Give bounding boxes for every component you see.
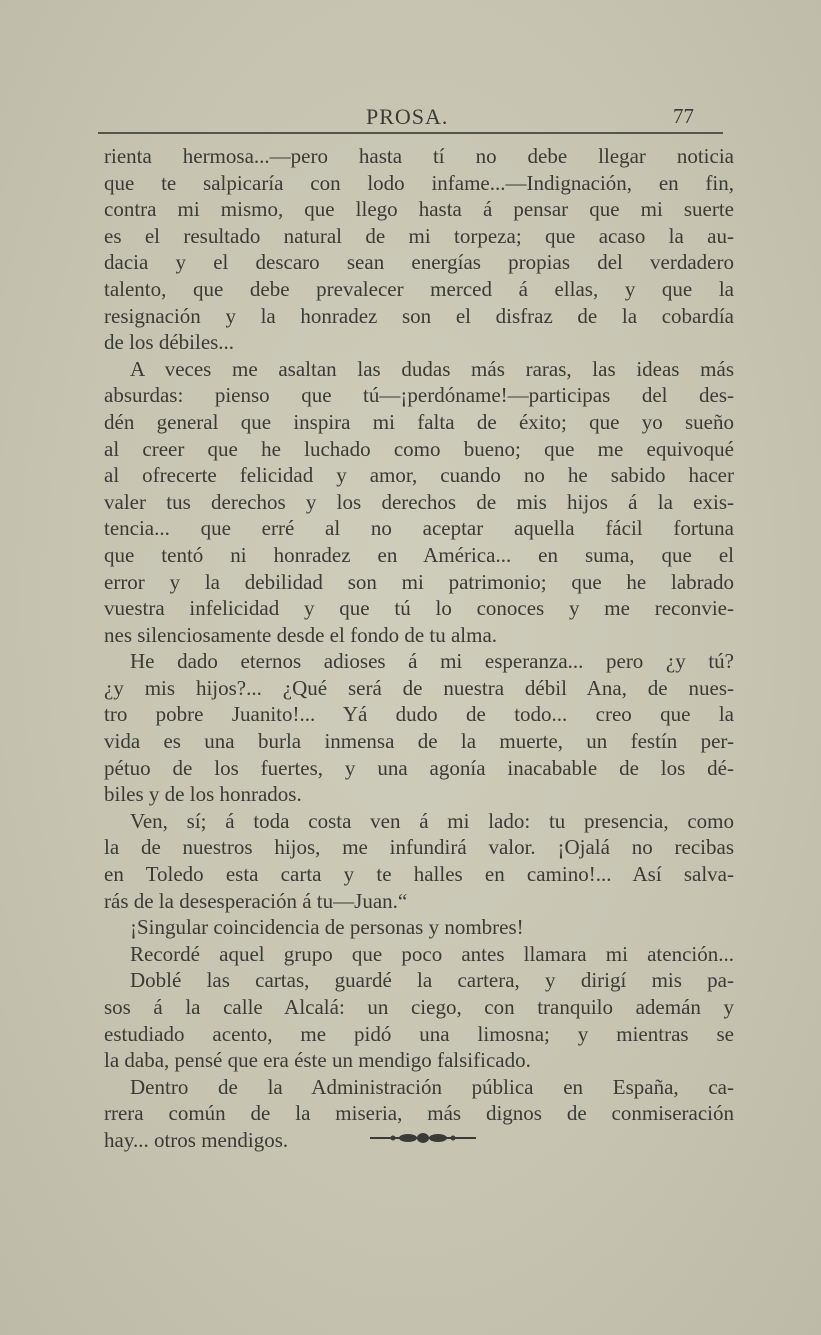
text-line: hay... otros mendigos. xyxy=(104,1127,289,1152)
text-line: Recordé aquel grupo que poco antes llamara mi atención... xyxy=(130,941,734,966)
text-line: que tentó ni honradez en América... en suma, que el xyxy=(104,542,734,567)
body-text xyxy=(104,143,734,1154)
page-header xyxy=(98,100,723,134)
text-line: la de nuestros hijos, me infundirá valor. ¡Ojalá no recibas xyxy=(104,835,734,860)
text-line: Doblé las cartas, guardé la cartera, y dirigí mis pa- xyxy=(130,968,734,993)
text-line: que te salpicaría con lodo infame...—Indignación, en fin, xyxy=(104,170,734,195)
running-title: PROSA. xyxy=(366,104,449,129)
text-line: resignación y la honradez son el disfraz de la cobardía xyxy=(104,303,734,328)
text-line: vida es una burla inmensa de la muerte, un festín per- xyxy=(104,729,734,754)
text-line: A veces me asaltan las dudas más raras, las ideas más xyxy=(130,356,734,381)
text-line: rrera común de la miseria, más dignos de conmiseración xyxy=(104,1101,734,1126)
text-line: pétuo de los fuertes, y una agonía inacabable de los dé- xyxy=(104,755,734,780)
text-line: Dentro de la Administración pública en España, ca- xyxy=(130,1074,734,1099)
text-line: dén general que inspira mi falta de éxito; que yo sueño xyxy=(104,409,734,434)
header-rule xyxy=(98,132,723,134)
text-line: rienta hermosa...—pero hasta tí no debe llegar noticia xyxy=(104,144,734,168)
text-line: de los débiles... xyxy=(104,330,235,355)
text-line: talento, que debe prevalecer merced á ellas, y que la xyxy=(104,276,734,301)
text-line: tro pobre Juanito!... Yá dudo de todo... creo que la xyxy=(104,702,734,727)
text-line: valer tus derechos y los derechos de mis hijos á la exis- xyxy=(104,489,734,514)
text-line: contra mi mismo, que llego hasta á pensar que mi suerte xyxy=(104,197,734,222)
text-line: rás de la desesperación á tu—Juan.“ xyxy=(104,888,408,913)
text-line: la daba, pensé que era éste un mendigo falsificado. xyxy=(104,1048,531,1073)
tailpiece-ornament-icon xyxy=(368,1128,478,1148)
text-line: sos á la calle Alcalá: un ciego, con tranquilo ademán y xyxy=(104,995,734,1019)
text-line: ¿y mis hijos?... ¿Qué será de nuestra débil Ana, de nues- xyxy=(104,675,734,700)
text-line: vuestra infelicidad y que tú lo conoces y me reconvie- xyxy=(104,596,734,621)
text-line: dacia y el descaro sean energías propias del verdadero xyxy=(104,250,734,275)
text-line: He dado eternos adioses á mi esperanza... pero ¿y tú? xyxy=(130,649,734,674)
text-line: es el resultado natural de mi torpeza; que acaso la au- xyxy=(104,223,734,248)
text-line: nes silenciosamente desde el fondo de tu alma. xyxy=(104,622,498,647)
text-line: al creer que he luchado como bueno; que me equivoqué xyxy=(104,436,734,461)
text-line: tencia... que erré al no aceptar aquella fácil fortuna xyxy=(104,516,734,541)
text-line: estudiado acento, me pidó una limosna; y mientras se xyxy=(104,1021,734,1046)
text-line: biles y de los honrados. xyxy=(104,782,302,807)
text-line: error y la debilidad son mi patrimonio; que he labrado xyxy=(104,569,734,594)
text-line: ¡Singular coincidencia de personas y nombres! xyxy=(130,915,524,940)
text-line: absurdas: pienso que tú—¡perdóname!—participas del des- xyxy=(104,383,734,408)
page-number: 77 xyxy=(673,104,694,128)
text-line: en Toledo esta carta y te halles en camino!... Así salva- xyxy=(104,862,734,887)
text-line: al ofrecerte felicidad y amor, cuando no he sabido hacer xyxy=(104,463,734,488)
text-line: Ven, sí; á toda costa ven á mi lado: tu presencia, como xyxy=(130,808,734,833)
